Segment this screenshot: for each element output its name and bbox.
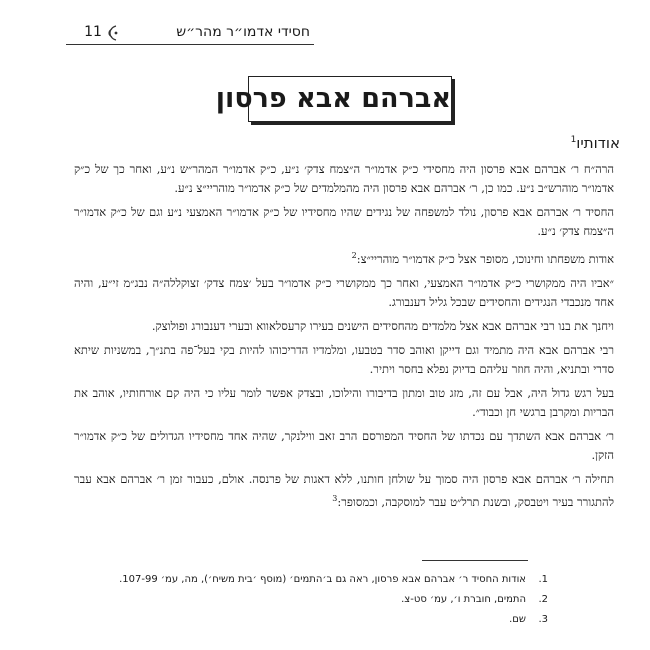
footnote-number: 3. bbox=[538, 614, 548, 625]
paragraph-1: הרה״ח ר׳ אברהם אבא פרסון היה מחסידי כ״ק אדמו״ר ה״צמח צדק׳ נ״ע, כ״ק אדמו״ר המהר״ש נ״ע, ואחר כך של כ״ק אדמו״ר מוהרש״ב נ״ע. כמו כן, ר׳ אברהם אבא פרסון היה מהמלמדים של כ״ק אדמו״ר מוהריי״צ נ״ע. bbox=[74, 162, 614, 195]
footnote-text: שם. bbox=[509, 614, 526, 625]
footnote-text: אודות החסיד ר׳ אברהם אבא פרסון, ראה גם ב׳התמים׳ (מוסף ׳בית משיח׳), מה, עמ׳ 107-99. bbox=[119, 574, 526, 585]
footnote-text: התמים, חוברת ו׳, עמ׳ סט-צ. bbox=[401, 594, 526, 605]
footnote-ref-1: 1 bbox=[570, 135, 577, 145]
footnote-number: 1. bbox=[538, 574, 548, 585]
footnote-rule bbox=[422, 560, 528, 561]
paragraph-9-text: תחילה ר׳ אברהם אבא פרסון היה סמוך על שולחן חותנו, ללא דאגות של פרנסה. אולם, כעבור זמן ר׳ אברהם אבא עבר להתגורר בעיר ויטבסק, ובשנת תרל״ט עבר למוסקבה, וכמסופר: bbox=[74, 471, 614, 509]
paragraph-3 bbox=[74, 246, 614, 269]
footnote-2 bbox=[124, 590, 548, 610]
footnote-1 bbox=[119, 570, 548, 590]
page-number: 11 bbox=[84, 24, 102, 40]
chapter-title: אברהם אבא פרסון bbox=[248, 76, 452, 122]
paragraph-3-text: אודות משפחתו וחינוכו, מסופר אצל כ״ק אדמו״ר מוהריי״צ: bbox=[356, 251, 614, 266]
ornament-icon bbox=[104, 24, 120, 42]
header-rule bbox=[66, 44, 314, 45]
running-header: חסידי אדמו״ר מהר״ש bbox=[176, 24, 310, 40]
body-text bbox=[74, 160, 614, 517]
footnote-ref-2: 2 bbox=[351, 251, 357, 260]
footnotes bbox=[119, 570, 548, 630]
paragraph-4: ״אביו היה ממקושרי כ״ק אדמו״ר האמצעי, ואחר כך ממקושרי כ״ק אדמו״ר בעל ׳צמח צדק׳ זצוקללה״ה נבג״מ זי״ע, והיה אחד מנכבדי הנגידים והחסידים שבכל גליל דענבורג. bbox=[74, 275, 614, 309]
paragraph-2: החסיד ר׳ אברהם אבא פרסון, נולד למשפחה של נגידים שהיו מחסידיו של כ״ק אדמו״ר האמצעי נ״ע וגם של כ״ק אדמו״ר ה״צמח צדק׳ נ״ע. bbox=[74, 205, 614, 238]
paragraph-7: בעל רגש גדול היה, אבל עם זה, מזג טוב ומתון בדיבורו והילוכו, ובצדק אפשר לומר עליו כי היה קם אורחותיו, אוהב את הבריות ומקרבן ברגשי חן וכבוד״. bbox=[74, 385, 614, 419]
paragraph-5: ויחנך את בנו רבי אברהם אבא אצל מלמדים מהחסידים הישנים בעירו קרעסלאווא ובערי דענבורג ופולוצק. bbox=[151, 318, 614, 333]
footnote-ref-3: 3 bbox=[332, 493, 338, 503]
section-heading-text: אודותיו bbox=[576, 134, 620, 152]
section-heading bbox=[571, 134, 620, 152]
footnote-number: 2. bbox=[538, 594, 548, 605]
paragraph-8: ר׳ אברהם אבא השתדך עם נכדתו של החסיד המפורסם הרב זאב ווילנקר, שהיה אחד מחסידיו הגדולים של כ״ק אדמו״ר הזקן. bbox=[74, 428, 614, 462]
paragraph-9 bbox=[74, 470, 614, 512]
paragraph-6: רבי אברהם אבא היה מתמיד וגם דייקן ואוהב סדר בטבעו, ומלמדיו הדריכוהו להיות בקי בעל־פה בתנ״ך, במשניות שיתא סדרי ובתניא, והיה חוזר עליהם בדיוק נפלא בחסר ויתיר. bbox=[74, 342, 614, 376]
footnote-3 bbox=[124, 610, 548, 630]
